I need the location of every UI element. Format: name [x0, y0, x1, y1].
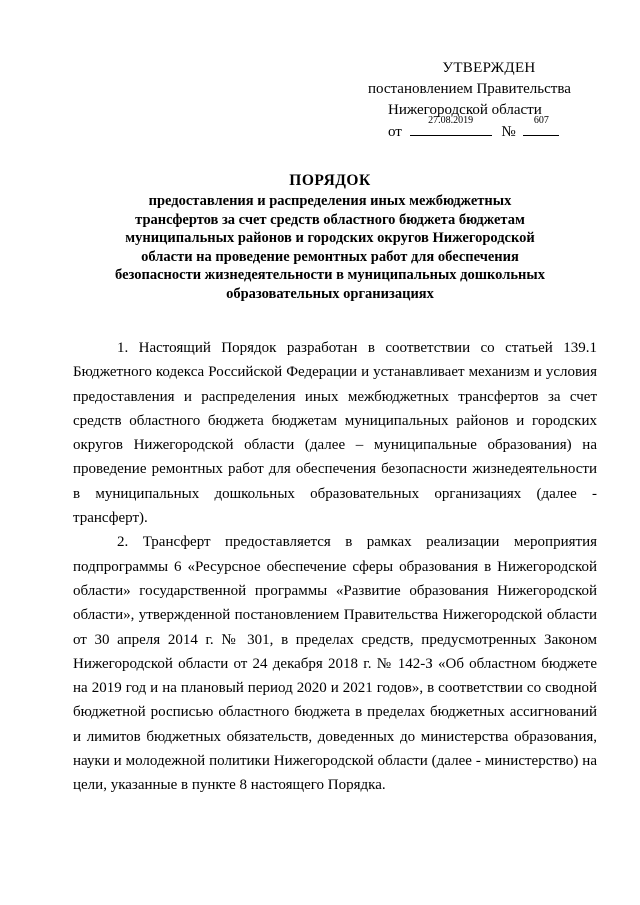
approval-stamp: УТВЕРЖДЕН — [442, 60, 536, 76]
title-line: образовательных организациях — [226, 285, 434, 302]
number-field — [523, 115, 559, 136]
title-heading: ПОРЯДОК — [289, 172, 371, 189]
number-label: № — [501, 124, 516, 140]
title-line: муниципальных районов и городских округов Нижегородской — [125, 230, 535, 246]
paragraph-2: 2. Трансферт предоставляется в рамках реализации мероприятия подпрограммы 6 «Ресурсное обеспечение сферы образования в Нижегородской области» государственной программы «Развитие образования Нижегородской области», утвержденной постановлением Правительства Нижегородской области от 30 апреля 2014 г. № 301, в пределах средств, предусмотренных Законом Нижегородской области от 24 декабря 2018 г. № 142-З «Об областном бюджете на 2019 год и на плановый период 2020 и 2021 годов», в соответствии со сводной бюджетной росписью областного бюджета в пределах бюджетных ассигнований и лимитов бюджетных обязательств, доведенных до министерства образования, науки и молодежной политики Нижегородской области (далее - министерство) на цели, указанные в пункте 8 настоящего Порядка. — [73, 534, 597, 794]
approval-date-line — [360, 115, 590, 142]
paragraph-1: 1. Настоящий Порядок разработан в соответствии со статьей 139.1 Бюджетного кодекса Российской Федерации и устанавливает механизм и условия предоставления и распределения иных межбюджетных трансфертов за счет средств областного бюджета бюджетам муниципальных районов и городских округов Нижегородской области (далее – муниципальные образования) на проведение ремонтных работ для обеспечения безопасности жизнедеятельности в муниципальных дошкольных образовательных организациях (далее - трансферт). — [73, 340, 597, 527]
date-field — [410, 115, 492, 136]
title-line: трансфертов за счет средств областного бюджета бюджетам — [135, 211, 525, 228]
approval-region-line: Нижегородской области — [388, 102, 542, 118]
title-subtitle — [60, 192, 600, 303]
number-value: 607 — [533, 115, 549, 126]
title-line: предоставления и распределения иных межбюджетных — [148, 193, 512, 209]
date-value: 27.08.2019 — [428, 115, 474, 126]
approval-by-line: постановлением Правительства — [368, 81, 571, 97]
title-line: области на проведение ремонтных работ для обеспечения — [141, 248, 519, 265]
from-label: от — [388, 124, 402, 140]
document-body — [73, 336, 597, 798]
title-line: безопасности жизнедеятельности в муниципальных дошкольных — [115, 267, 545, 283]
approval-block — [360, 58, 590, 142]
document-title — [60, 170, 600, 303]
